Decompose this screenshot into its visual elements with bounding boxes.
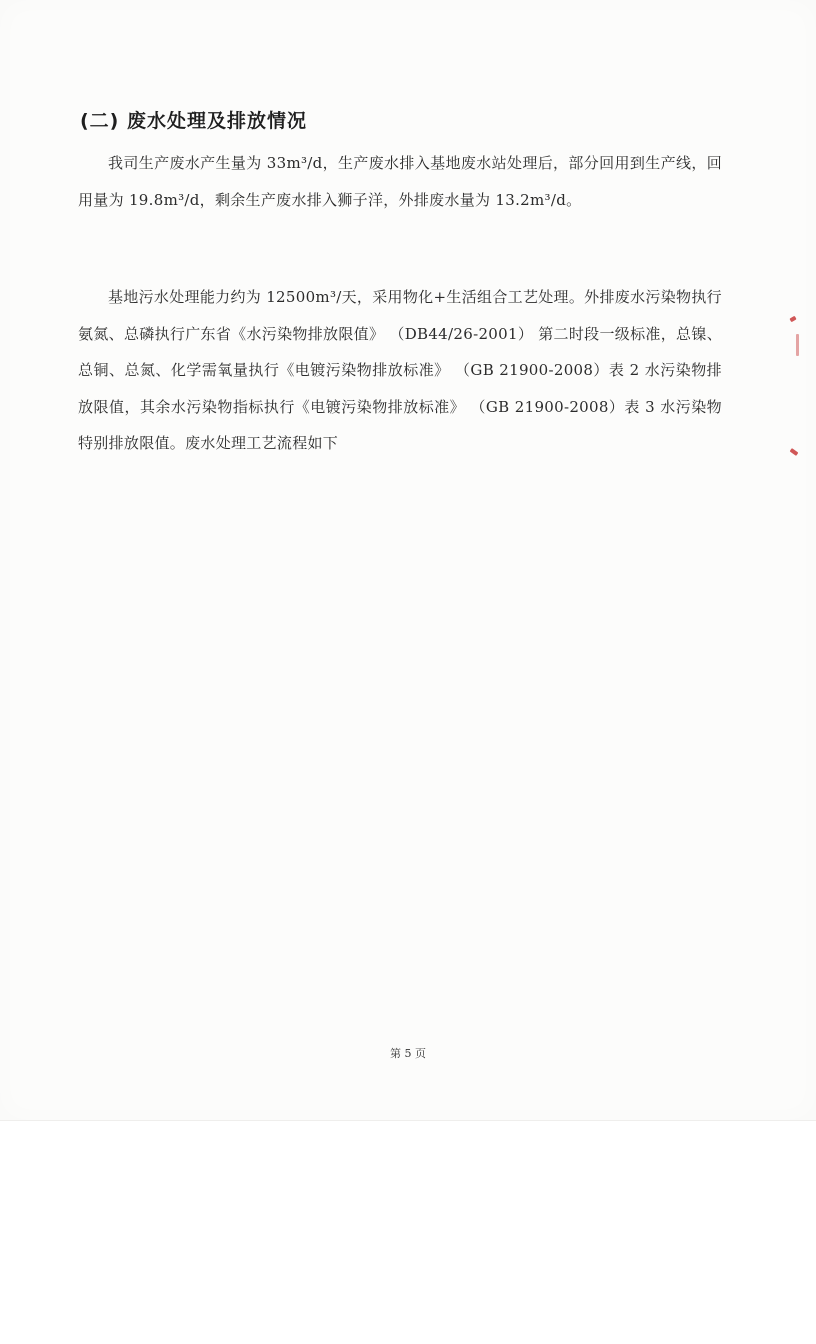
- seal-fragment-mid: [796, 334, 799, 356]
- seal-fragment-bottom: [790, 448, 799, 456]
- paragraph-wastewater-volume: [78, 145, 722, 218]
- paragraph-treatment-standards: [78, 279, 722, 462]
- paragraph-text: 基地污水处理能力约为 12500m³/天，采用物化+生活组合工艺处理。外排废水污染物执行氨氮、总磷执行广东省《水污染物排放限值》 （DB44/26-2001） 第二时段一级标准，总镍、总铜、总氮、化学需氧量执行《电镀污染物排放标准》 （GB 21900-2008）表 2 水污染物排放限值，其余水污染物指标执行《电镀污染物排放标准》 （GB 21900-2008）表 3 水污染物特别排放限值。废水处理工艺流程如下: [78, 288, 722, 452]
- seal-fragment-top: [789, 316, 796, 322]
- paragraph-text: 我司生产废水产生量为 33m³/d，生产废水排入基地废水站处理后，部分回用到生产线，回用量为 19.8m³/d，剩余生产废水排入狮子洋，外排废水量为 13.2m³/d。: [78, 154, 722, 209]
- section-heading: (二) 废水处理及排放情况: [80, 110, 307, 132]
- page-number: 第 5 页: [390, 1047, 426, 1060]
